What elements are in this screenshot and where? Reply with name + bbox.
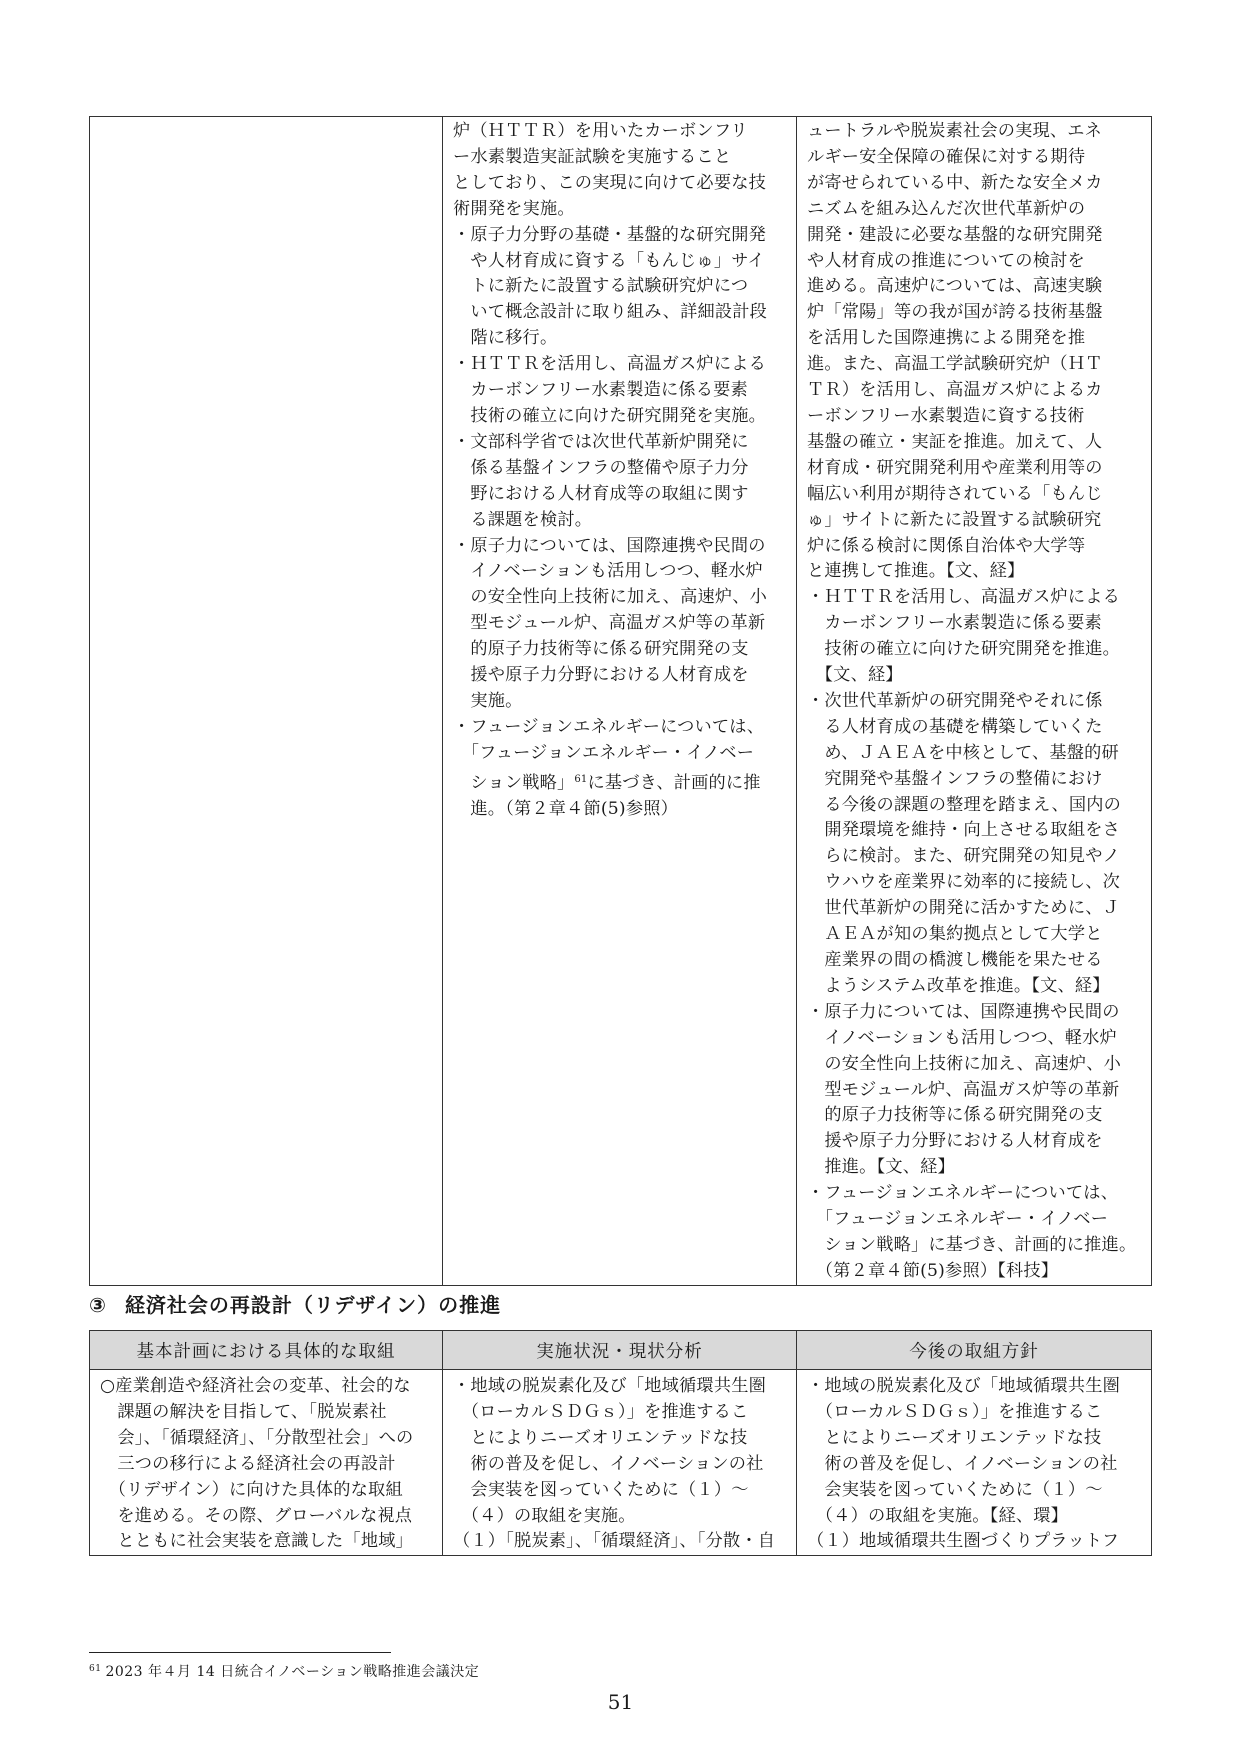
text-line: 会実装を図っていくために（１）～ <box>453 1479 749 1500</box>
text-line: 会」、「循環経済」、「分散型社会」への <box>100 1427 414 1448</box>
text-line: ○産業創造や経済社会の変革、社会的な <box>100 1376 411 1396</box>
footnote-reference: 61 <box>574 773 588 785</box>
text-line: （リデザイン）に向けた具体的な取組 <box>100 1479 403 1500</box>
text-line: ウハウを産業界に効率的に接続し、次 <box>807 872 1120 893</box>
text-line: 世代革新炉の開発に活かすために、Ｊ <box>807 898 1120 919</box>
text-line: 開発・建設に必要な基盤的な研究開発 <box>807 224 1103 245</box>
footnote-divider <box>89 1652 391 1653</box>
text-line: ＴＲ）を活用し、高温ガス炉によるカ <box>807 380 1103 401</box>
text-line: 進。また、高温工学試験研究炉（ＨＴ <box>807 354 1103 375</box>
text-line: 術の普及を促し、イノベーションの社 <box>807 1453 1118 1474</box>
page-number: 51 <box>607 1690 634 1714</box>
lower-table <box>89 1330 1152 1556</box>
text-line: らに検討。また、研究開発の知見やノ <box>807 846 1120 867</box>
text-line: ーボンフリー水素製造に資する技術 <box>807 405 1085 426</box>
text-line: 技術の確立に向けた研究開発を推進。 <box>807 639 1120 660</box>
text-line: ション戦略」に基づき、計画的に推進。 <box>807 1234 1137 1255</box>
text-line: と連携して推進。【文、経】 <box>807 561 1025 582</box>
text-segment: に基づき、計画的に推 <box>587 772 761 793</box>
text-line: （ローカルＳＤＧｓ）」を推進するこ <box>807 1401 1103 1422</box>
text-line: 実施。 <box>453 690 523 711</box>
text-line: 三つの移行による経済社会の再設計 <box>100 1453 396 1474</box>
text-line: 「フュージョンエネルギー・イノベー <box>453 742 755 763</box>
text-line: 炉（ＨＴＴＲ）を用いたカーボンフリ <box>453 121 748 141</box>
text-line: 的原子力技術等に係る研究開発の支 <box>807 1105 1103 1126</box>
text-line: や人材育成に資する「もんじゅ」サイ <box>453 250 765 271</box>
text-line: る今後の課題の整理を踏まえ、国内の <box>807 794 1122 815</box>
text-line: ・文部科学省では次世代革新炉開発に <box>453 431 749 452</box>
lower-status-text <box>443 1370 796 1555</box>
text-line: ・地域の脱炭素化及び「地域循環共生圏 <box>807 1376 1120 1396</box>
upper-cell-plan <box>90 117 443 1286</box>
text-line: ・フュージョンエネルギーについては、 <box>453 716 765 737</box>
text-line: 技術の確立に向けた研究開発を実施。 <box>453 405 766 426</box>
text-line: 術の普及を促し、イノベーションの社 <box>453 1453 764 1474</box>
column-header-plan: 基本計画における具体的な取組 <box>90 1331 443 1370</box>
text-line: （第２章４節(5)参照）【科技】 <box>807 1260 1059 1281</box>
text-line: の安全性向上技術に加え、高速炉、小 <box>807 1053 1122 1074</box>
text-line: ・原子力分野の基礎・基盤的な研究開発 <box>453 224 766 245</box>
lower-cell-status <box>443 1370 797 1556</box>
text-line: 進める。高速炉については、高速実験 <box>807 276 1103 297</box>
text-line: 開発環境を維持・向上させる取組をさ <box>807 820 1120 841</box>
text-line: （４）の取組を実施。 <box>453 1505 636 1526</box>
text-line: 材育成・研究開発利用や産業利用等の <box>807 457 1103 478</box>
text-line: 「フュージョンエネルギー・イノベー <box>807 1209 1109 1230</box>
text-line: ＡＥＡが知の集約拠点として大学と <box>807 924 1103 945</box>
text-line: カーボンフリー水素製造に係る要素 <box>453 380 748 401</box>
text-line: カーボンフリー水素製造に係る要素 <box>807 613 1102 634</box>
footnote-text: 2023 年４月 14 日統合イノベーション戦略推進会議決定 <box>105 1664 480 1680</box>
text-line: 推進。【文、経】 <box>807 1157 955 1178</box>
text-line: 究開発や基盤インフラの整備におけ <box>807 768 1103 789</box>
table-header-row <box>90 1331 1152 1370</box>
text-segment: ション戦略」 <box>453 772 575 793</box>
upper-status-text <box>443 117 796 822</box>
text-line: ・原子力については、国際連携や民間の <box>807 1001 1120 1022</box>
upper-cell-policy <box>797 117 1152 1286</box>
text-line: としており、この実現に向けて必要な技 <box>453 172 766 193</box>
text-line: （ローカルＳＤＧｓ）」を推進するこ <box>453 1401 749 1422</box>
section-title: 経済社会の再設計（リデザイン）の推進 <box>124 1293 502 1317</box>
table-row <box>90 1370 1152 1556</box>
text-line: る人材育成の基礎を構築していくた <box>807 716 1103 737</box>
text-line: ・ＨＴＴＲを活用し、高温ガス炉による <box>807 587 1120 608</box>
upper-cell-status <box>443 117 797 1286</box>
text-line: を進める。その際、グローバルな視点 <box>100 1505 413 1526</box>
text-line: 階に移行。 <box>453 328 558 349</box>
text-line: や人材育成の推進についての検討を <box>807 250 1085 271</box>
text-line: ・ＨＴＴＲを活用し、高温ガス炉による <box>453 354 766 375</box>
text-line: ュートラルや脱炭素社会の実現、エネ <box>807 121 1103 141</box>
text-line: 進。（第２章４節(5)参照） <box>453 798 678 819</box>
column-header-status: 実施状況・現状分析 <box>443 1331 797 1370</box>
text-line: 会実装を図っていくために（１）～ <box>807 1479 1103 1500</box>
text-line: ようシステム改革を推進。【文、経】 <box>807 975 1110 996</box>
text-line: を活用した国際連携による開発を推 <box>807 328 1086 349</box>
text-line: 術開発を実施。 <box>453 198 575 219</box>
upper-policy-text <box>797 117 1151 1285</box>
text-line: ・フュージョンエネルギーについては、 <box>807 1183 1119 1204</box>
lower-plan-text <box>90 1370 442 1555</box>
text-line: の安全性向上技術に加え、高速炉、小 <box>453 587 768 608</box>
text-line: 炉「常陽」等の我が国が誇る技術基盤 <box>807 302 1103 323</box>
text-line: 課題の解決を目指して、「脱炭素社 <box>100 1401 387 1422</box>
text-line: 援や原子力分野における人材育成を <box>807 1131 1103 1152</box>
text-line: る課題を検討。 <box>453 509 593 530</box>
lower-policy-text <box>797 1370 1151 1555</box>
text-line: （４）の取組を実施。【経、環】 <box>807 1505 1069 1526</box>
text-line: 的原子力技術等に係る研究開発の支 <box>453 639 749 660</box>
text-line: ・地域の脱炭素化及び「地域循環共生圏 <box>453 1376 766 1396</box>
lower-cell-policy <box>797 1370 1152 1556</box>
text-line: 【文、経】 <box>807 665 903 686</box>
upper-table <box>89 116 1152 1286</box>
text-line: イノベーションも活用しつつ、軽水炉 <box>807 1027 1117 1048</box>
text-line <box>453 767 788 797</box>
text-line: ・原子力については、国際連携や民間の <box>453 535 766 556</box>
text-line: 幅広い利用が期待されている「もんじ <box>807 483 1103 504</box>
text-line: （１）地域循環共生圏づくりプラットフ <box>807 1531 1120 1552</box>
text-line: め、ＪＡＥＡを中核として、基盤的研 <box>807 742 1119 763</box>
text-line: 型モジュール炉、高温ガス炉等の革新 <box>453 613 766 634</box>
lower-cell-plan <box>90 1370 443 1556</box>
text-line: とによりニーズオリエンテッドな技 <box>807 1427 1102 1448</box>
text-line: ー水素製造実証試験を実施すること <box>453 146 732 167</box>
column-header-policy: 今後の取組方針 <box>797 1331 1152 1370</box>
text-line: 係る基盤インフラの整備や原子力分 <box>453 457 749 478</box>
text-line: 型モジュール炉、高温ガス炉等の革新 <box>807 1079 1120 1100</box>
text-line: 炉に係る検討に関係自治体や大学等 <box>807 535 1086 556</box>
text-line: いて概念設計に取り組み、詳細設計段 <box>453 302 768 323</box>
text-line: （１）「脱炭素」、「循環経済」、「分散・自 <box>453 1531 776 1552</box>
section-number: ③ <box>89 1293 107 1317</box>
text-line: 援や原子力分野における人材育成を <box>453 665 749 686</box>
text-line: イノベーションも活用しつつ、軽水炉 <box>453 561 763 582</box>
text-line: ゅ」サイトに新たに設置する試験研究 <box>807 509 1102 530</box>
text-line: 基盤の確立・実証を推進。加えて、人 <box>807 431 1103 452</box>
section-heading <box>89 1289 501 1318</box>
text-line: 産業界の間の橋渡し機能を果たせる <box>807 950 1103 970</box>
text-line: ニズムを組み込んだ次世代革新炉の <box>807 198 1086 219</box>
text-line: 野における人材育成等の取組に関す <box>453 483 749 504</box>
text-line: ・次世代革新炉の研究開発やそれに係 <box>807 690 1103 711</box>
footnote <box>89 1661 479 1681</box>
text-line: とともに社会実装を意識した「地域」 <box>100 1531 413 1552</box>
footnote-number: 61 <box>89 1664 102 1674</box>
text-line: とによりニーズオリエンテッドな技 <box>453 1427 748 1448</box>
text-line: が寄せられている中、新たな安全メカ <box>807 172 1103 193</box>
text-line: トに新たに設置する試験研究炉につ <box>453 276 749 297</box>
text-line: ルギー安全保障の確保に対する期待 <box>807 146 1086 167</box>
